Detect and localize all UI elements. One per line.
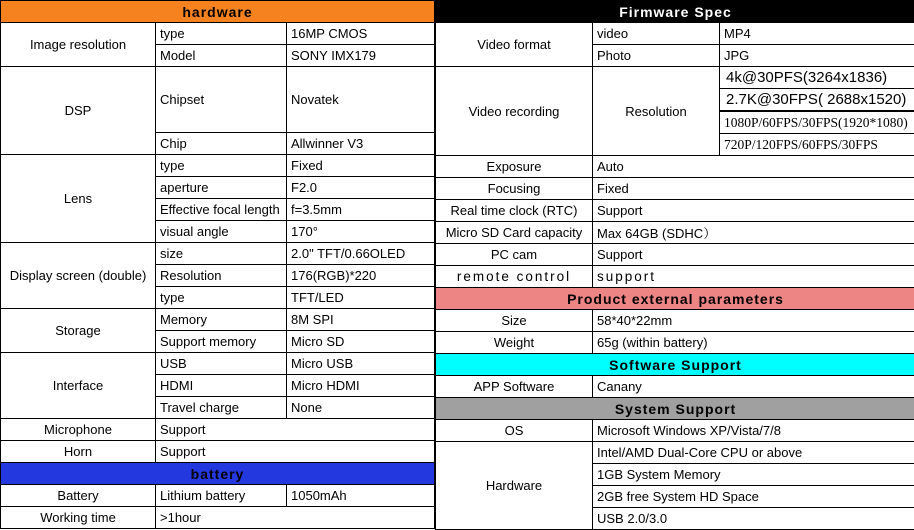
table-row: [1, 1, 435, 23]
spec-value-cell: JPG: [720, 45, 914, 67]
spec-value-cell: Micro HDMI: [287, 375, 435, 397]
table-row: [436, 23, 914, 45]
spec-key-cell: Memory: [156, 309, 287, 331]
spec-value-cell: Intel/AMD Dual-Core CPU or above: [593, 442, 914, 464]
table-row: [1, 309, 435, 331]
spec-value-cell: Auto: [593, 156, 914, 178]
spec-key-cell: Support memory: [156, 331, 287, 353]
group-interface: Interface: [1, 353, 156, 419]
spec-key-cell: Model: [156, 45, 287, 67]
group-video-format: Video format: [436, 23, 593, 67]
table-row: [436, 288, 914, 310]
table-row: [436, 266, 914, 288]
spec-value-cell: Micro USB: [287, 353, 435, 375]
spec-key-cell: PC cam: [436, 244, 593, 266]
group-video-recording: Video recording: [436, 67, 593, 156]
software-support-section-header: Software Support: [436, 354, 914, 376]
spec-value-cell: Allwinner V3: [287, 133, 435, 155]
table-row: [1, 441, 435, 463]
spec-value-cell: 176(RGB)*220: [287, 265, 435, 287]
spec-value-cell: None: [287, 397, 435, 419]
group-storage: Storage: [1, 309, 156, 353]
group-hardware-requirements: Hardware: [436, 442, 593, 530]
spec-key-cell: remote control: [436, 266, 593, 288]
table-row: [436, 376, 914, 398]
spec-key-cell: Micro SD Card capacity: [436, 222, 593, 244]
spec-value-cell: Micro SD: [287, 331, 435, 353]
spec-key-cell: visual angle: [156, 221, 287, 243]
spec-value-cell: Support: [593, 200, 914, 222]
spec-key-cell: type: [156, 287, 287, 309]
spec-value-cell: MP4: [720, 23, 914, 45]
table-row: [436, 332, 914, 354]
spec-value-cell: 2.0" TFT/0.66OLED: [287, 243, 435, 265]
table-row: [436, 398, 914, 420]
spec-value-cell: SONY IMX179: [287, 45, 435, 67]
resolution-value-cell: 4k@30PFS(3264x1836): [720, 67, 914, 89]
spec-value-cell: Fixed: [593, 178, 914, 200]
group-battery: Battery: [1, 485, 156, 507]
table-row: [1, 353, 435, 375]
spec-key-cell: size: [156, 243, 287, 265]
group-lens: Lens: [1, 155, 156, 243]
spec-value-cell: Support: [156, 441, 435, 463]
spec-value-cell: 16MP CMOS: [287, 23, 435, 45]
group-working-time: Working time: [1, 507, 156, 529]
group-resolution: Resolution: [593, 67, 720, 156]
table-row: [436, 244, 914, 266]
group-display-screen: Display screen (double): [1, 243, 156, 309]
spec-key-cell: type: [156, 155, 287, 177]
table-row: [436, 67, 914, 89]
system-support-section-header: System Support: [436, 398, 914, 420]
hardware-table: [0, 0, 435, 529]
spec-value-cell: f=3.5mm: [287, 199, 435, 221]
spec-key-cell: Chipset: [156, 67, 287, 133]
spec-key-cell: Travel charge: [156, 397, 287, 419]
table-row: [1, 67, 435, 133]
table-row: [436, 178, 914, 200]
spec-key-cell: Chip: [156, 133, 287, 155]
spec-value-cell: Novatek: [287, 67, 435, 133]
spec-value-cell: support: [593, 266, 914, 288]
resolution-value-cell: 2.7K@30FPS( 2688x1520): [720, 89, 914, 112]
spec-value-cell: 8M SPI: [287, 309, 435, 331]
spec-key-cell: Effective focal length: [156, 199, 287, 221]
table-row: [1, 155, 435, 177]
spec-key-cell: Weight: [436, 332, 593, 354]
firmware-table: [435, 0, 914, 530]
spec-value-cell: 170°: [287, 221, 435, 243]
spec-key-cell: HDMI: [156, 375, 287, 397]
spec-key-cell: Photo: [593, 45, 720, 67]
spec-value-cell: 65g (within battery): [593, 332, 914, 354]
spec-value-cell: Max 64GB (SDHC）: [593, 222, 914, 244]
spec-key-cell: USB: [156, 353, 287, 375]
spec-value-cell: USB 2.0/3.0: [593, 508, 914, 530]
table-row: [436, 354, 914, 376]
spec-value-cell: 2GB free System HD Space: [593, 486, 914, 508]
table-row: [1, 485, 435, 507]
battery-section-header: battery: [1, 463, 435, 485]
table-row: [436, 1, 914, 23]
spec-value-cell: Microsoft Windows XP/Vista/7/8: [593, 420, 914, 442]
spec-key-cell: Resolution: [156, 265, 287, 287]
spec-value-cell: Canany: [593, 376, 914, 398]
group-microphone: Microphone: [1, 419, 156, 441]
table-row: [1, 243, 435, 265]
spec-value-cell: 1GB System Memory: [593, 464, 914, 486]
table-row: [436, 200, 914, 222]
table-row: [436, 310, 914, 332]
spec-key-cell: Real time clock (RTC): [436, 200, 593, 222]
spec-key-cell: APP Software: [436, 376, 593, 398]
spec-key-cell: OS: [436, 420, 593, 442]
table-row: [436, 420, 914, 442]
spec-value-cell: >1hour: [156, 507, 435, 529]
table-row: [436, 222, 914, 244]
table-row: [1, 23, 435, 45]
resolution-value-cell: 720P/120FPS/60FPS/30FPS: [720, 134, 914, 156]
spec-value-cell: 58*40*22mm: [593, 310, 914, 332]
table-row: [436, 156, 914, 178]
spec-value-cell: Support: [156, 419, 435, 441]
group-horn: Horn: [1, 441, 156, 463]
spec-value-cell: Support: [593, 244, 914, 266]
spec-key-cell: Focusing: [436, 178, 593, 200]
hardware-section-header: hardware: [1, 1, 435, 23]
external-parameters-section-header: Product external parameters: [436, 288, 914, 310]
spec-value-cell: TFT/LED: [287, 287, 435, 309]
spec-key-cell: type: [156, 23, 287, 45]
table-row: [1, 507, 435, 529]
firmware-section-header: Firmware Spec: [436, 1, 914, 23]
table-row: [1, 419, 435, 441]
spec-key-cell: Exposure: [436, 156, 593, 178]
spec-key-cell: Size: [436, 310, 593, 332]
resolution-value-cell: 1080P/60FPS/30FPS(1920*1080): [720, 111, 914, 134]
spec-key-cell: video: [593, 23, 720, 45]
spec-value-cell: Fixed: [287, 155, 435, 177]
group-image-resolution: Image resolution: [1, 23, 156, 67]
table-row: [436, 442, 914, 464]
spec-value-cell: F2.0: [287, 177, 435, 199]
spec-value-cell: 1050mAh: [287, 485, 435, 507]
spec-key-cell: aperture: [156, 177, 287, 199]
group-dsp: DSP: [1, 67, 156, 155]
spec-key-cell: Lithium battery: [156, 485, 287, 507]
table-row: [1, 463, 435, 485]
